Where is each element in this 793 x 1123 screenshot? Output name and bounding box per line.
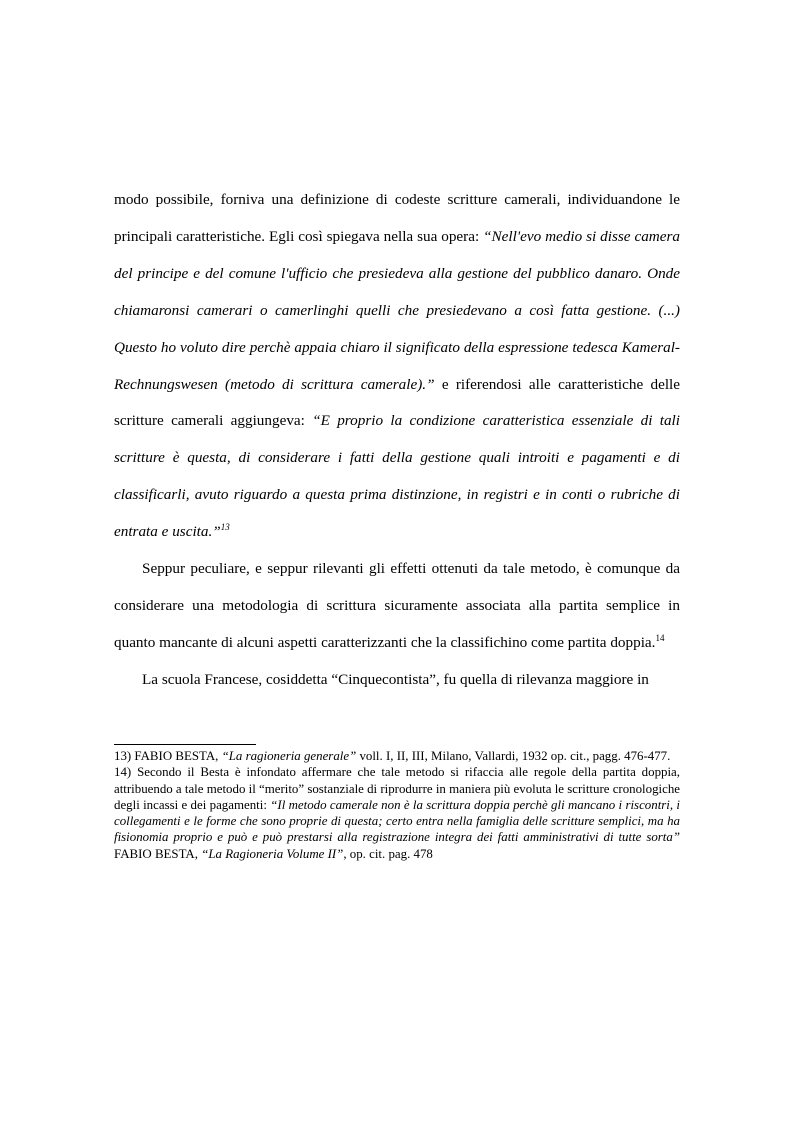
footnotes	[114, 748, 680, 862]
footnote-14-number: 14)	[114, 765, 132, 780]
footnote-13-rest: voll. I, II, III, Milano, Vallardi, 1932 op. cit., pagg. 476-477.	[356, 749, 671, 763]
quote-2: “E proprio la condizione caratteristica essenziale di tali scritture è questa, di considerare i fatti della gestione quali introiti e pagamenti e di classificarli, avuto riguardo a questa prima distinzione, in registri e in conti o rubriche di entrata e uscita.”	[114, 412, 680, 541]
paragraph-3	[114, 662, 680, 699]
footnote-ref-13[interactable]: 13	[220, 522, 230, 533]
footnote-14	[114, 764, 680, 862]
main-text	[114, 182, 680, 699]
footnote-14-title: “La Ragioneria Volume II”	[201, 846, 344, 861]
footnote-ref-14[interactable]: 14	[655, 632, 665, 643]
paragraph-1-text-a: modo possibile, forniva una definizione di codeste scritture camerali, individuandone le principali caratteristiche. Egli così spiegava nella sua opera:	[114, 191, 680, 245]
footnote-13-title: “La ragioneria generale”	[221, 749, 357, 763]
paragraph-2	[114, 551, 680, 662]
paragraph-2-text: Seppur peculiare, e seppur rilevanti gli effetti ottenuti da tale metodo, è comunque da considerare una metodologia di scrittura sicuramente associata alla partita semplice in quanto mancante di alcuni aspetti caratterizzanti che la classifichino come partita doppia.	[114, 560, 680, 651]
quote-1: “Nell'evo medio si disse camera del principe e del comune l'ufficio che presiedeva alla gestione del pubblico danaro. Onde chiamaronsi camerari o camerlinghi quelli che presiedevano a così fatta gestione. (...) Questo ho voluto dire perchè appaia chiaro il significato della espressione tedesca Kameral-Rechnungswesen (metodo di scrittura camerale).”	[114, 227, 680, 393]
footnote-13-number: 13)	[114, 749, 132, 763]
footnote-14-author: FABIO BESTA,	[114, 846, 202, 861]
footnote-14-rest: , op. cit. pag. 478	[343, 846, 433, 861]
footnote-14-quote: “Il metodo camerale non è la scrittura doppia perchè gli mancano i riscontri, i collegamenti e le forme che sono proprie di questa; certo entra nella famiglia delle scritture semplici, ma ha fisionomia proprio e può e può prestarsi alla registrazione integra dei fatti amministrativi di tutte sorta”	[114, 797, 681, 845]
footnote-13	[114, 748, 680, 764]
footnote-separator	[114, 744, 256, 745]
paragraph-1	[114, 182, 680, 551]
paragraph-1-text-b: e riferendosi alle caratteristiche delle scritture camerali aggiungeva:	[114, 375, 681, 430]
footnote-14-text: Secondo il Besta è infondato affermare che tale metodo si rifaccia alle regole della partita doppia, attribuendo a tale metodo il “merito” sostanziale di riprodurre in maniera più evoluta le scritture cronologiche degli incassi e dei pagamenti:	[114, 765, 680, 812]
footnote-13-author: FABIO BESTA,	[131, 749, 222, 763]
paragraph-3-text: La scuola Francese, cosiddetta “Cinquecontista”, fu quella di rilevanza maggiore in	[142, 670, 649, 688]
